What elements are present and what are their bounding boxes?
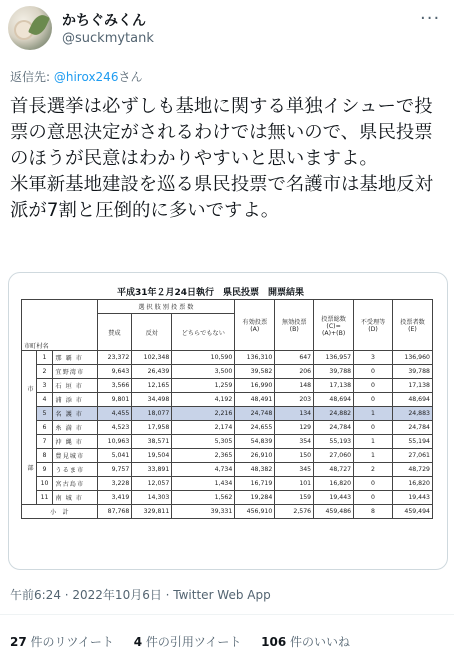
valid-cell: 16,719: [235, 477, 275, 491]
oppose-cell: 102,348: [132, 351, 172, 365]
subtotal-favor: 87,768: [97, 505, 132, 519]
neither-cell: 2,216: [172, 407, 235, 421]
valid-cell: 19,284: [235, 491, 275, 505]
oppose-cell: 38,571: [132, 435, 172, 449]
more-icon[interactable]: ···: [420, 8, 441, 29]
voters-cell: 39,788: [392, 365, 432, 379]
total-cell: 27,060: [314, 449, 354, 463]
row-number: 4: [36, 393, 53, 407]
favor-cell: 3,419: [97, 491, 132, 505]
table-row: [22, 379, 433, 393]
subtotal-invalid: 2,576: [275, 505, 314, 519]
invalid-cell: 148: [275, 379, 314, 393]
valid-header: 有効投票 (A): [235, 300, 275, 351]
subtotal-voters: 459,494: [392, 505, 432, 519]
table-row: [22, 435, 433, 449]
table-row: [22, 463, 433, 477]
invalid-cell: 159: [275, 491, 314, 505]
undelivered-cell: 1: [354, 407, 393, 421]
subtotal-undelivered: 8: [354, 505, 393, 519]
favor-cell: 10,963: [97, 435, 132, 449]
avatar-leaf: [28, 12, 50, 38]
voters-header: 投票者数 (E): [392, 300, 432, 351]
row-number: 1: [36, 351, 53, 365]
row-number: 11: [36, 491, 53, 505]
table-row: [22, 491, 433, 505]
row-number: 10: [36, 477, 53, 491]
total-cell: 24,784: [314, 421, 354, 435]
table-row: [22, 351, 433, 365]
voters-cell: 48,694: [392, 393, 432, 407]
neither-cell: 4,734: [172, 463, 235, 477]
oppose-cell: 19,504: [132, 449, 172, 463]
oppose-cell: 12,057: [132, 477, 172, 491]
city-name: 南 城 市: [53, 491, 97, 505]
table-row: [22, 393, 433, 407]
row-number: 2: [36, 365, 53, 379]
total-cell: 39,788: [314, 365, 354, 379]
city-name: 糸 満 市: [53, 421, 97, 435]
reply-mention-link[interactable]: @hirox246: [53, 70, 119, 84]
total-cell: 24,882: [314, 407, 354, 421]
retweets-stat[interactable]: 27 件のリツイート: [10, 635, 114, 649]
invalid-cell: 206: [275, 365, 314, 379]
valid-cell: 54,839: [235, 435, 275, 449]
tweet-text: 首長選挙は必ずしも基地に関する単独イシューで投票の意思決定がされるわけでは無いので、県民投票のほうが民意はわかりやすいと思いますよ。 米軍新基地建設を巡る県民投票で名護市は基地反対派が7割と圧倒的に多いですよ。: [10, 96, 433, 221]
city-name: 豊見城市: [53, 449, 97, 463]
neither-cell: 4,192: [172, 393, 235, 407]
row-number: 6: [36, 421, 53, 435]
subtotal-oppose: 329,811: [132, 505, 172, 519]
tweet-stats: [10, 633, 366, 650]
oppose-cell: 26,439: [132, 365, 172, 379]
subtotal-neither: 39,331: [172, 505, 235, 519]
tweet-timestamp[interactable]: 午前6:24 · 2022年10月6日 · Twitter Web App: [10, 588, 271, 602]
vote-results-document: [17, 281, 437, 561]
city-name: 那 覇 市: [53, 351, 97, 365]
undelivered-header: 不受理等 (D): [354, 300, 393, 351]
reply-suffix: さん: [118, 70, 143, 84]
valid-cell: 48,382: [235, 463, 275, 477]
table-header-row-1: [22, 300, 433, 314]
row-number: 9: [36, 463, 53, 477]
favor-cell: 5,041: [97, 449, 132, 463]
table-row: [22, 477, 433, 491]
total-cell: 55,193: [314, 435, 354, 449]
subtotal-valid: 456,910: [235, 505, 275, 519]
undelivered-cell: 3: [354, 351, 393, 365]
favor-cell: 23,372: [97, 351, 132, 365]
table-row: [22, 421, 433, 435]
invalid-cell: 134: [275, 407, 314, 421]
neither-cell: 10,590: [172, 351, 235, 365]
attached-image[interactable]: [8, 272, 448, 570]
city-name: 浦 添 市: [53, 393, 97, 407]
favor-cell: 3,228: [97, 477, 132, 491]
valid-cell: 16,990: [235, 379, 275, 393]
tweet-header: [0, 0, 454, 58]
city-name: 沖 縄 市: [53, 435, 97, 449]
quotes-stat[interactable]: 4 件の引用ツイート: [133, 635, 242, 649]
region-label: 市 部: [22, 351, 37, 505]
likes-stat[interactable]: 106 件のいいね: [261, 635, 351, 649]
voters-cell: 55,194: [392, 435, 432, 449]
neither-cell: 1,434: [172, 477, 235, 491]
valid-cell: 24,655: [235, 421, 275, 435]
voters-cell: 24,784: [392, 421, 432, 435]
city-name: 石 垣 市: [53, 379, 97, 393]
undelivered-cell: 1: [354, 449, 393, 463]
invalid-cell: 101: [275, 477, 314, 491]
undelivered-cell: 0: [354, 491, 393, 505]
invalid-cell: 203: [275, 393, 314, 407]
oppose-cell: 33,891: [132, 463, 172, 477]
neither-header: どちらでもない: [172, 314, 235, 351]
invalid-cell: 647: [275, 351, 314, 365]
undelivered-cell: 0: [354, 393, 393, 407]
undelivered-cell: 1: [354, 435, 393, 449]
valid-cell: 48,491: [235, 393, 275, 407]
voters-cell: 48,729: [392, 463, 432, 477]
total-cell: 48,694: [314, 393, 354, 407]
city-name: 宜野湾市: [53, 365, 97, 379]
favor-cell: 4,523: [97, 421, 132, 435]
neither-cell: 1,562: [172, 491, 235, 505]
total-cell: 48,727: [314, 463, 354, 477]
valid-cell: 39,582: [235, 365, 275, 379]
voters-cell: 19,443: [392, 491, 432, 505]
oppose-cell: 18,077: [132, 407, 172, 421]
oppose-cell: 17,958: [132, 421, 172, 435]
row-number: 3: [36, 379, 53, 393]
total-cell: 136,957: [314, 351, 354, 365]
oppose-cell: 12,165: [132, 379, 172, 393]
city-name: 宮古島市: [53, 477, 97, 491]
oppose-header: 反対: [132, 314, 172, 351]
invalid-cell: 129: [275, 421, 314, 435]
table-row: [22, 407, 433, 421]
divider: [0, 614, 454, 615]
voters-cell: 136,960: [392, 351, 432, 365]
table-row: [22, 365, 433, 379]
undelivered-cell: 0: [354, 379, 393, 393]
total-header: 投票総数 (C)= (A)+(B): [314, 300, 354, 351]
table-row: [22, 449, 433, 463]
valid-cell: 24,748: [235, 407, 275, 421]
invalid-cell: 345: [275, 463, 314, 477]
author-name[interactable]: かちぐみくん: [62, 13, 146, 29]
neither-cell: 3,500: [172, 365, 235, 379]
neither-cell: 5,305: [172, 435, 235, 449]
row-number: 8: [36, 449, 53, 463]
city-name: 名 護 市: [53, 407, 97, 421]
voters-cell: 16,820: [392, 477, 432, 491]
neither-cell: 2,365: [172, 449, 235, 463]
subtotal-row: [22, 505, 433, 519]
oppose-cell: 34,498: [132, 393, 172, 407]
favor-cell: 9,757: [97, 463, 132, 477]
total-cell: 17,138: [314, 379, 354, 393]
neither-cell: 2,174: [172, 421, 235, 435]
row-number: 7: [36, 435, 53, 449]
favor-cell: 9,643: [97, 365, 132, 379]
document-title: 平成31年２月24日執行 県民投票 開票結果: [117, 288, 305, 298]
undelivered-cell: 0: [354, 477, 393, 491]
favor-cell: 9,801: [97, 393, 132, 407]
author-handle[interactable]: @suckmytank: [62, 31, 154, 46]
reply-to-line: [10, 68, 142, 85]
subtotal-total: 459,486: [314, 505, 354, 519]
invalid-cell: 150: [275, 449, 314, 463]
neither-cell: 1,259: [172, 379, 235, 393]
favor-cell: 4,455: [97, 407, 132, 421]
valid-cell: 26,910: [235, 449, 275, 463]
valid-cell: 136,310: [235, 351, 275, 365]
undelivered-cell: 2: [354, 463, 393, 477]
invalid-header: 無効投票 (B): [275, 300, 314, 351]
reply-prefix: 返信先:: [10, 70, 54, 84]
voters-cell: 24,883: [392, 407, 432, 421]
total-cell: 19,443: [314, 491, 354, 505]
row-number: 5: [36, 407, 53, 421]
avatar[interactable]: [8, 6, 52, 50]
voters-cell: 17,138: [392, 379, 432, 393]
subtotal-label: 小 計: [22, 505, 98, 519]
favor-cell: 3,566: [97, 379, 132, 393]
select-group-header: 選 択 肢 別 投 票 数: [97, 300, 235, 314]
invalid-cell: 354: [275, 435, 314, 449]
municipality-header: 市町村名: [22, 300, 98, 351]
undelivered-cell: 0: [354, 421, 393, 435]
undelivered-cell: 0: [354, 365, 393, 379]
total-cell: 16,820: [314, 477, 354, 491]
vote-results-table: [21, 299, 433, 519]
favor-header: 賛成: [97, 314, 132, 351]
city-name: うるま市: [53, 463, 97, 477]
voters-cell: 27,061: [392, 449, 432, 463]
oppose-cell: 14,303: [132, 491, 172, 505]
